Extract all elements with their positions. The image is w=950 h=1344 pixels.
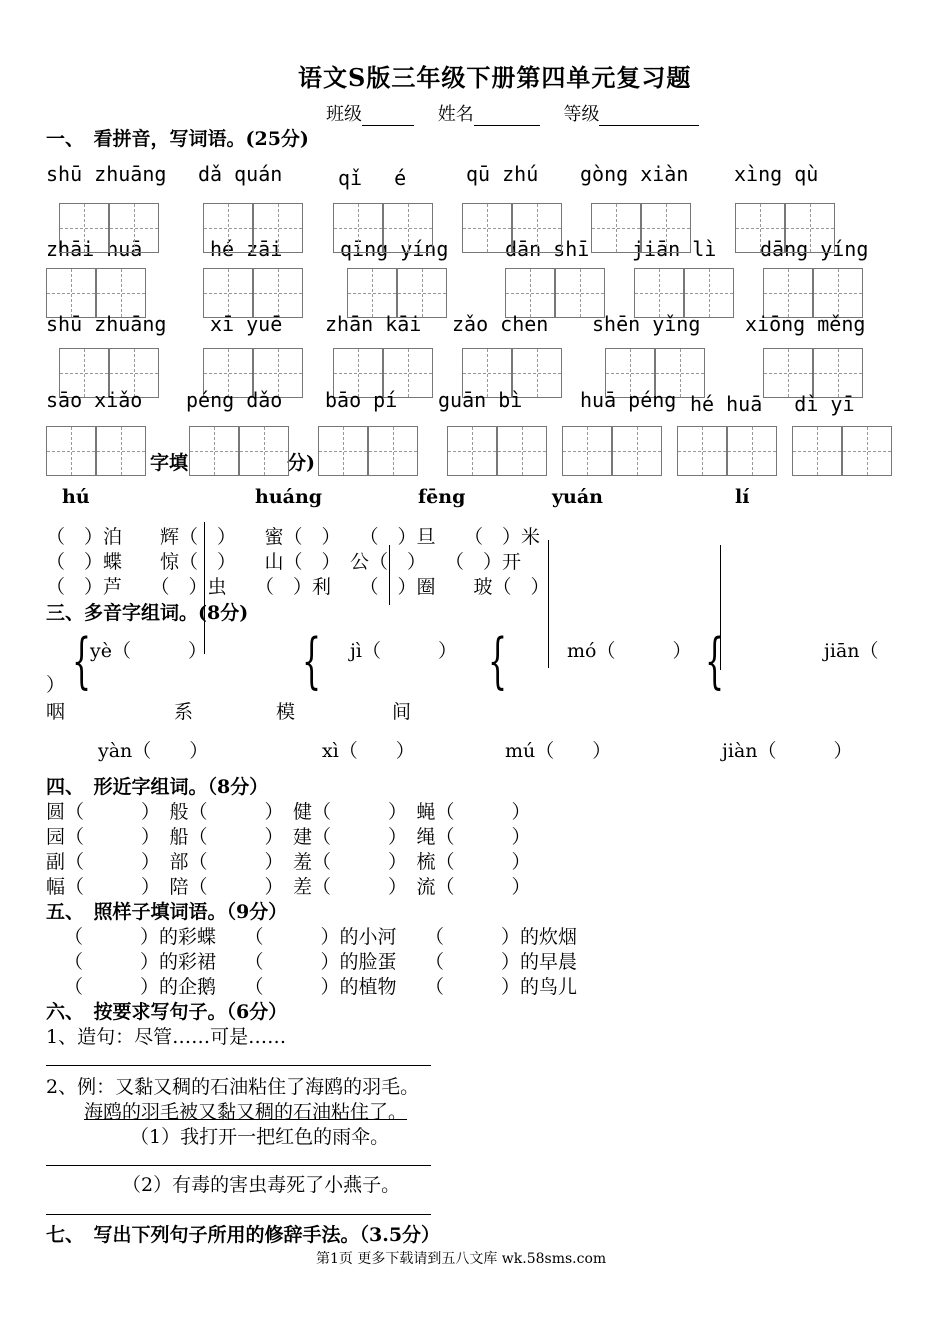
writing-box[interactable] (253, 268, 303, 318)
brace-icon: { (488, 626, 508, 696)
answer-line[interactable] (46, 1214, 431, 1215)
section-2-heading-fragment: 字填 (150, 452, 189, 474)
section-2-heading-fragment: 分) (287, 452, 315, 474)
writing-box[interactable] (641, 203, 691, 253)
sentence-example: 海鸥的羽毛被又黏又稠的石油粘住了。 (84, 1101, 408, 1123)
brace-icon: { (705, 626, 725, 696)
fill-row: （ ）泊 辉（ ） 蜜（ ） （ ）旦 （ ）米 (46, 526, 541, 548)
pinyin: lí (735, 486, 750, 508)
writing-box[interactable] (96, 268, 146, 318)
similar-char-row: 副（ ） 部（ ） 羞（ ） 梳（ ） (46, 851, 531, 873)
fill-row: （ ）蝶 惊（ ） 山（ ） 公（ ） （ ）开 (46, 551, 522, 573)
section-6-heading: 六、 按要求写句子。（6分） (46, 1001, 288, 1023)
writing-box[interactable] (735, 203, 785, 253)
answer-line[interactable] (46, 1165, 431, 1166)
writing-box[interactable] (203, 203, 253, 253)
writing-box[interactable] (512, 203, 562, 253)
writing-box[interactable] (634, 268, 684, 318)
pinyin: yuán (552, 486, 603, 508)
pinyin: shū zhuāng (46, 312, 167, 336)
pinyin: xìng qù (734, 162, 819, 186)
pinyin: qǐ é (338, 166, 407, 190)
writing-box[interactable] (447, 426, 497, 476)
writing-box[interactable] (239, 426, 289, 476)
pinyin: shēn yǐng (592, 312, 701, 336)
similar-char-row: 幅（ ） 陪（ ） 差（ ） 流（ ） (46, 876, 531, 898)
writing-box[interactable] (727, 426, 777, 476)
polyphone-char: 咽 (46, 701, 66, 723)
name-blank[interactable] (474, 105, 540, 126)
section-1-heading: 一、 看拼音，写词语。(25分) (46, 128, 309, 150)
polyphone-bottom: yàn（ ） (98, 740, 209, 762)
class-label: 班级 (326, 104, 362, 125)
polyphone-char: 间 (392, 701, 412, 723)
pinyin: dǎ quán (198, 162, 283, 186)
sentence-question: （1）我打开一把红色的雨伞。 (130, 1126, 390, 1148)
pinyin: péng dǎo (186, 388, 283, 412)
pinyin: dāng yíng (760, 237, 869, 261)
writing-box[interactable] (813, 268, 863, 318)
polyphone-top: yè（ ） (90, 640, 207, 662)
name-label: 姓名 (437, 104, 474, 125)
pinyin: jiān lì (632, 237, 717, 261)
writing-box[interactable] (383, 203, 433, 253)
polyphone-wrap: ） (46, 674, 66, 696)
writing-box[interactable] (59, 203, 109, 253)
pinyin: gòng xiàn (580, 162, 689, 186)
pinyin: fēng (418, 486, 466, 508)
section-7-heading: 七、 写出下列句子所用的修辞手法。（3.5分） (46, 1224, 441, 1246)
writing-box[interactable] (562, 426, 612, 476)
pinyin: huā péng (580, 388, 677, 412)
writing-box[interactable] (333, 203, 383, 253)
writing-box[interactable] (462, 203, 512, 253)
table-rule (204, 522, 205, 654)
pinyin: guān bì (438, 388, 523, 412)
writing-box[interactable] (555, 268, 605, 318)
section-4-heading: 四、 形近字组词。（8分） (46, 776, 269, 798)
pinyin: hé zāi (210, 237, 283, 261)
polyphone-char: 模 (276, 701, 296, 723)
page-title: 语文S版三年级下册第四单元复习题 (298, 63, 692, 92)
writing-box[interactable] (368, 426, 418, 476)
phrase-row: （ ）的彩裙 （ ）的脸蛋 （ ）的早晨 (64, 951, 578, 973)
sentence-question: （2）有毒的害虫毒死了小燕子。 (122, 1174, 401, 1196)
writing-box[interactable] (109, 203, 159, 253)
polyphone-bottom: jiàn（ ） (722, 740, 853, 762)
pinyin: zhāi huā (46, 237, 143, 261)
writing-box[interactable] (842, 426, 892, 476)
writing-box[interactable] (189, 426, 239, 476)
writing-box[interactable] (785, 203, 835, 253)
pinyin: zǎo chen (452, 312, 549, 336)
similar-char-row: 圆（ ） 般（ ） 健（ ） 蝇（ ） (46, 801, 531, 823)
sentence-question: 1、造句：尽管……可是…… (46, 1026, 287, 1048)
pinyin: zhān kāi (325, 312, 422, 336)
section-5-heading: 五、 照样子填词语。（9分） (46, 901, 288, 923)
polyphone-top: mó（ ） (567, 640, 692, 662)
class-blank[interactable] (362, 105, 414, 126)
pinyin: dān shī (505, 237, 590, 261)
writing-box[interactable] (318, 426, 368, 476)
polyphone-bottom: xì（ ） (322, 740, 415, 762)
writing-box[interactable] (505, 268, 555, 318)
polyphone-char: 系 (174, 701, 194, 723)
phrase-row: （ ）的企鹅 （ ）的植物 （ ）的鸟儿 (64, 976, 578, 998)
polyphone-top: jiān（ (824, 640, 879, 662)
writing-box[interactable] (612, 426, 662, 476)
writing-box[interactable] (203, 268, 253, 318)
pinyin: qū zhú (466, 162, 539, 186)
grade-blank[interactable] (599, 105, 699, 126)
header-meta (326, 100, 699, 126)
page-footer: 第1页 更多下载请到五八文库 wk.58sms.com (316, 1251, 607, 1267)
brace-icon: { (72, 626, 92, 696)
writing-box[interactable] (397, 268, 447, 318)
sentence-question: 2、例：又黏又稠的石油粘住了海鸥的羽毛。 (46, 1076, 420, 1098)
pinyin: qīng yíng (340, 237, 449, 261)
phrase-row: （ ）的彩蝶 （ ）的小河 （ ）的炊烟 (64, 926, 578, 948)
pinyin: sāo xiǎo (46, 388, 143, 412)
writing-box[interactable] (591, 203, 641, 253)
pinyin: shū zhuāng (46, 162, 167, 186)
fill-row: （ ）芦 （ ）虫 （ ）利 （ ）圈 玻（ ） (46, 576, 550, 598)
pinyin: xī yuē (210, 312, 283, 336)
pinyin: hú (62, 486, 90, 508)
brace-icon: { (302, 626, 322, 696)
pinyin: hé huā dì yī (690, 392, 855, 416)
writing-box[interactable] (96, 426, 146, 476)
writing-box[interactable] (347, 268, 397, 318)
writing-box[interactable] (253, 203, 303, 253)
writing-box[interactable] (46, 426, 96, 476)
polyphone-bottom: mú（ ） (505, 740, 612, 762)
table-rule (389, 545, 390, 605)
similar-char-row: 园（ ） 船（ ） 建（ ） 绳（ ） (46, 826, 531, 848)
pinyin: xiōng měng (745, 312, 866, 336)
answer-line[interactable] (46, 1065, 431, 1066)
pinyin: bāo pí (325, 388, 398, 412)
writing-box[interactable] (763, 268, 813, 318)
polyphone-top: jì（ ） (350, 640, 457, 662)
writing-box[interactable] (792, 426, 842, 476)
writing-box[interactable] (46, 268, 96, 318)
grade-label: 等级 (563, 104, 600, 125)
writing-box[interactable] (684, 268, 734, 318)
writing-box[interactable] (497, 426, 547, 476)
writing-box[interactable] (677, 426, 727, 476)
pinyin: huáng (255, 486, 323, 508)
section-3-heading: 三、多音字组词。(8分) (46, 602, 249, 624)
table-rule (548, 540, 549, 668)
